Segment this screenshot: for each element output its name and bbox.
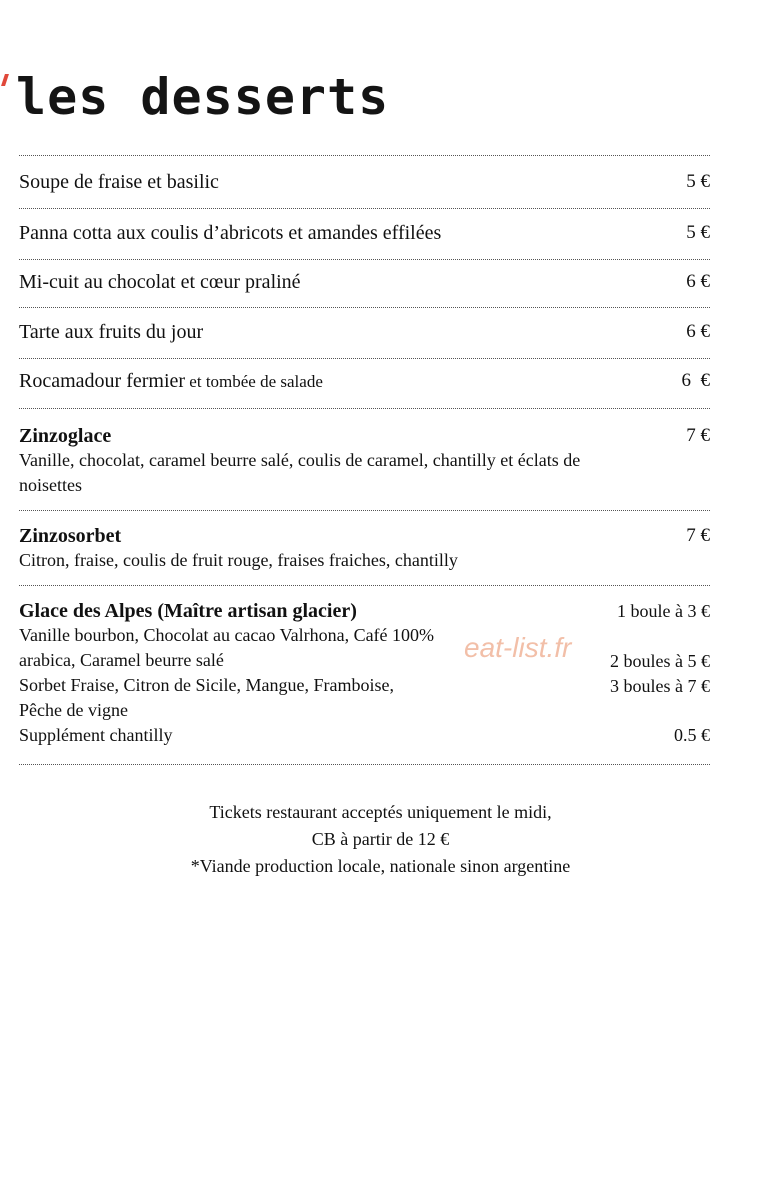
- flavor-line: Pêche de vigne: [19, 700, 128, 720]
- dessert-menu: [19, 155, 710, 765]
- scoop-price: 2 boules à 5 €: [610, 651, 710, 671]
- glace-item: [19, 586, 710, 764]
- watermark: eat-list.fr: [464, 632, 572, 663]
- footer-notes: [0, 799, 761, 880]
- item-price: 6 €: [686, 271, 710, 292]
- item-description: Citron, fraise, coulis de fruit rouge, fraises fraiches, chantilly: [19, 550, 458, 570]
- item-price: 5 €: [686, 222, 710, 243]
- item-name: Glace des Alpes (Maître artisan glacier): [19, 600, 357, 622]
- item-description: Vanille, chocolat, caramel beurre salé, coulis de caramel, chantilly et éclats de noisettes: [19, 450, 581, 495]
- footer-line: Tickets restaurant acceptés uniquement le midi,: [209, 802, 552, 822]
- flavor-line: Sorbet Fraise, Citron de Sicile, Mangue, Framboise,: [19, 675, 394, 695]
- item-name: Mi-cuit au chocolat et cœur praliné: [19, 271, 301, 293]
- item-price: 7 €: [686, 425, 710, 446]
- supplement-price: 0.5 €: [674, 725, 710, 745]
- item-name: Zinzosorbet: [19, 525, 122, 547]
- flavor-line: Vanille bourbon, Chocolat au cacao Valrhona, Café 100%: [19, 625, 435, 645]
- item-name: Rocamadour fermier: [19, 370, 186, 392]
- page-title: les desserts: [16, 68, 390, 126]
- menu-item: [19, 511, 710, 585]
- footer-line: *Viande production locale, nationale sinon argentine: [190, 856, 571, 876]
- menu-item: [19, 156, 710, 208]
- item-name: Zinzoglace: [19, 425, 112, 447]
- menu-item: [19, 260, 710, 307]
- item-name: Soupe de fraise et basilic: [19, 171, 219, 193]
- accent-mark: [1, 74, 9, 86]
- scoop-price: 1 boule à 3 €: [617, 601, 710, 621]
- item-name: Tarte aux fruits du jour: [19, 321, 204, 343]
- item-price: 5 €: [686, 171, 710, 192]
- menu-item: [19, 308, 710, 358]
- scoop-price: 3 boules à 7 €: [610, 676, 710, 696]
- dotted-divider: [19, 764, 710, 765]
- menu-item: [19, 209, 710, 259]
- menu-item: [19, 359, 710, 408]
- footer-line: CB à partir de 12 €: [311, 829, 450, 849]
- item-name: Panna cotta aux coulis d’abricots et amandes effilées: [19, 222, 442, 244]
- item-price: 6 €: [686, 321, 710, 342]
- supplement-label: Supplément chantilly: [19, 725, 173, 745]
- item-name-suffix: et tombée de salade: [185, 372, 323, 391]
- item-price: 7 €: [686, 525, 710, 546]
- flavor-line: arabica, Caramel beurre salé: [19, 650, 224, 670]
- scoop-prices: [610, 599, 710, 699]
- item-price: 6 €: [681, 370, 710, 391]
- menu-item: [19, 409, 710, 510]
